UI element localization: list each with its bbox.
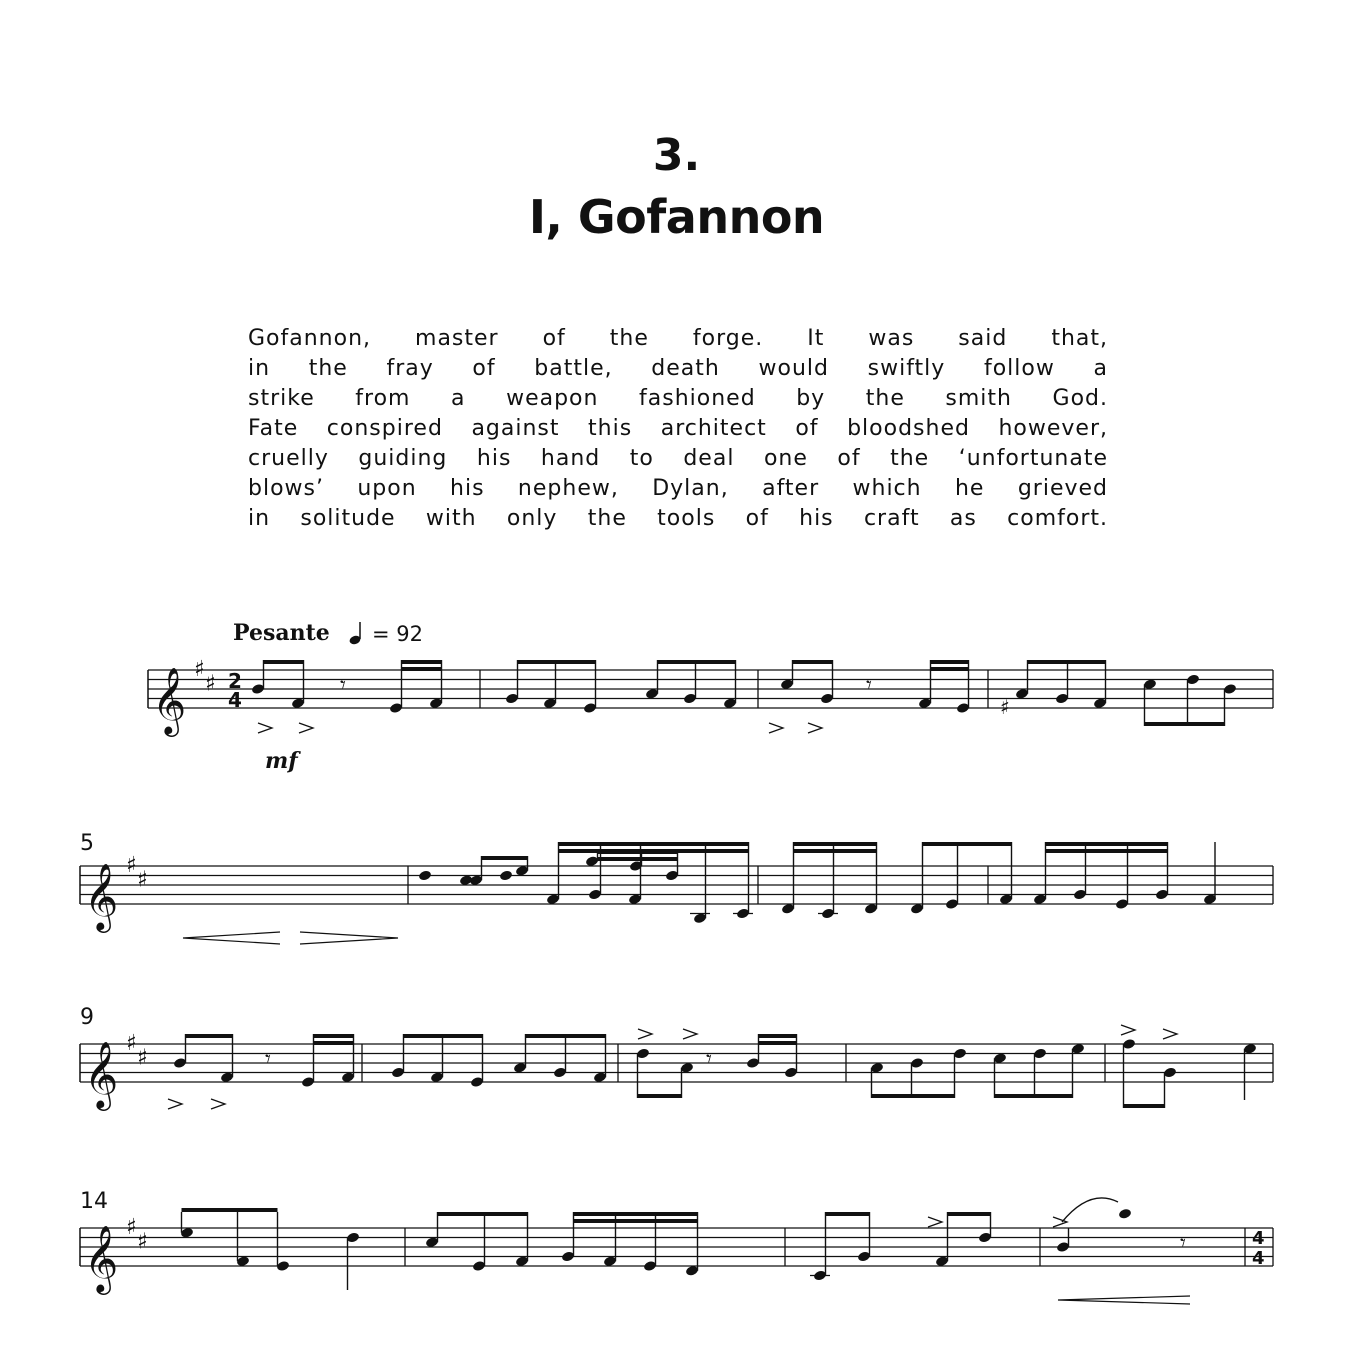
beam: [759, 1041, 797, 1045]
beam: [574, 1219, 698, 1223]
note-head: [418, 869, 432, 881]
treble-clef-icon: 𝄞: [84, 1040, 119, 1108]
accent-mark: [299, 723, 313, 733]
crescendo-hairpin: [1058, 1296, 1190, 1304]
beam: [1046, 849, 1168, 853]
beam: [574, 1212, 698, 1216]
beam: [948, 1212, 991, 1216]
beam: [793, 660, 833, 664]
measure-number-5: 5: [80, 831, 94, 856]
time-signature-bottom: 4: [228, 688, 242, 712]
sharp-icon: ♯: [137, 1045, 148, 1071]
eighth-rest-icon: 𝄾: [866, 673, 872, 698]
tempo-marking: Pesante: [233, 620, 330, 646]
sharp-icon: ♯: [137, 1229, 148, 1255]
beam: [1046, 842, 1168, 846]
treble-clef-icon: 𝄞: [84, 1224, 119, 1292]
measure-number-9: 9: [80, 1005, 94, 1030]
eighth-rest-icon: 𝄾: [1180, 1231, 1186, 1256]
beam: [995, 1094, 1073, 1098]
note-head: [499, 869, 513, 881]
beam: [526, 1034, 606, 1038]
accent-mark: [928, 1217, 942, 1227]
beam: [264, 660, 304, 664]
beam: [931, 660, 969, 664]
beam: [402, 660, 442, 664]
treble-clef-icon: 𝄞: [152, 666, 187, 734]
program-note-line: strike from a weapon fashioned by the smith God.: [248, 386, 1108, 411]
program-note-line: cruelly guiding his hand to deal one of the ‘unfortunate: [248, 446, 1108, 471]
beam: [794, 849, 877, 853]
eighth-rest-icon: 𝄾: [706, 1047, 712, 1072]
measure-number-14: 14: [80, 1189, 108, 1214]
beam: [872, 1094, 955, 1098]
beam: [182, 1208, 278, 1212]
note-head: [1118, 1208, 1132, 1220]
program-note-line: Fate conspired against this architect of bloodshed however,: [248, 416, 1108, 441]
slur: [1062, 1198, 1118, 1222]
sharp-icon: ♯: [205, 671, 216, 697]
beam: [1028, 660, 1106, 664]
accent-mark: [1163, 1029, 1177, 1039]
beam: [438, 1212, 528, 1216]
program-note-line: Gofannon, master of the forge. It was said that,: [248, 326, 1108, 351]
time-signature-bottom: 4: [1252, 1248, 1265, 1269]
beam: [1124, 1104, 1165, 1108]
program-note-line: in solitude with only the tools of his craft as comfort.: [248, 506, 1108, 531]
sharp-icon: ♯: [137, 867, 148, 893]
beam: [559, 849, 749, 853]
accent-mark: [808, 723, 822, 733]
crescendo-hairpin: [183, 932, 280, 944]
accent-mark: [638, 1029, 652, 1039]
beam: [759, 1034, 797, 1038]
accent-mark: [211, 1099, 225, 1109]
accent-mark: [258, 723, 272, 733]
eighth-rest-icon: 𝄾: [340, 673, 346, 698]
program-note-line: in the fray of battle, death would swiftly follow a: [248, 356, 1108, 381]
beam: [314, 1034, 354, 1038]
time-signature-top: 2: [228, 669, 242, 693]
beam: [638, 1094, 682, 1098]
beam: [314, 1041, 354, 1045]
accent-mark: [1121, 1025, 1135, 1035]
piece-number: 3.: [652, 130, 701, 181]
beam: [931, 667, 969, 671]
sharp-icon: ♯: [194, 657, 205, 682]
tempo-value: = 92: [372, 622, 423, 646]
time-signature-top: 4: [1252, 1228, 1265, 1249]
beam: [518, 660, 596, 664]
treble-clef-icon: 𝄞: [84, 862, 119, 930]
piece-title: I, Gofannon: [528, 190, 825, 244]
accent-mark: [683, 1029, 697, 1039]
program-note-line: blows’ upon his nephew, Dylan, after which he grieved: [248, 476, 1108, 501]
accent-mark: [168, 1099, 182, 1109]
beam: [658, 660, 736, 664]
beam: [598, 857, 678, 861]
beam: [404, 1034, 483, 1038]
decrescendo-hairpin: [300, 932, 398, 944]
beam: [186, 1034, 233, 1038]
dynamic-marking: mf: [265, 748, 298, 774]
eighth-rest-icon: 𝄾: [265, 1047, 271, 1072]
beam: [402, 667, 442, 671]
sharp-icon: ♯: [126, 1031, 137, 1056]
beam: [482, 856, 528, 860]
sharp-icon: ♯: [1000, 695, 1010, 719]
beam: [559, 842, 749, 846]
sharp-icon: ♯: [126, 853, 137, 878]
beam: [794, 842, 877, 846]
beam: [923, 842, 1012, 846]
beam: [826, 1212, 870, 1216]
beam: [1145, 722, 1225, 726]
accent-mark: [769, 723, 783, 733]
sharp-icon: ♯: [126, 1215, 137, 1240]
